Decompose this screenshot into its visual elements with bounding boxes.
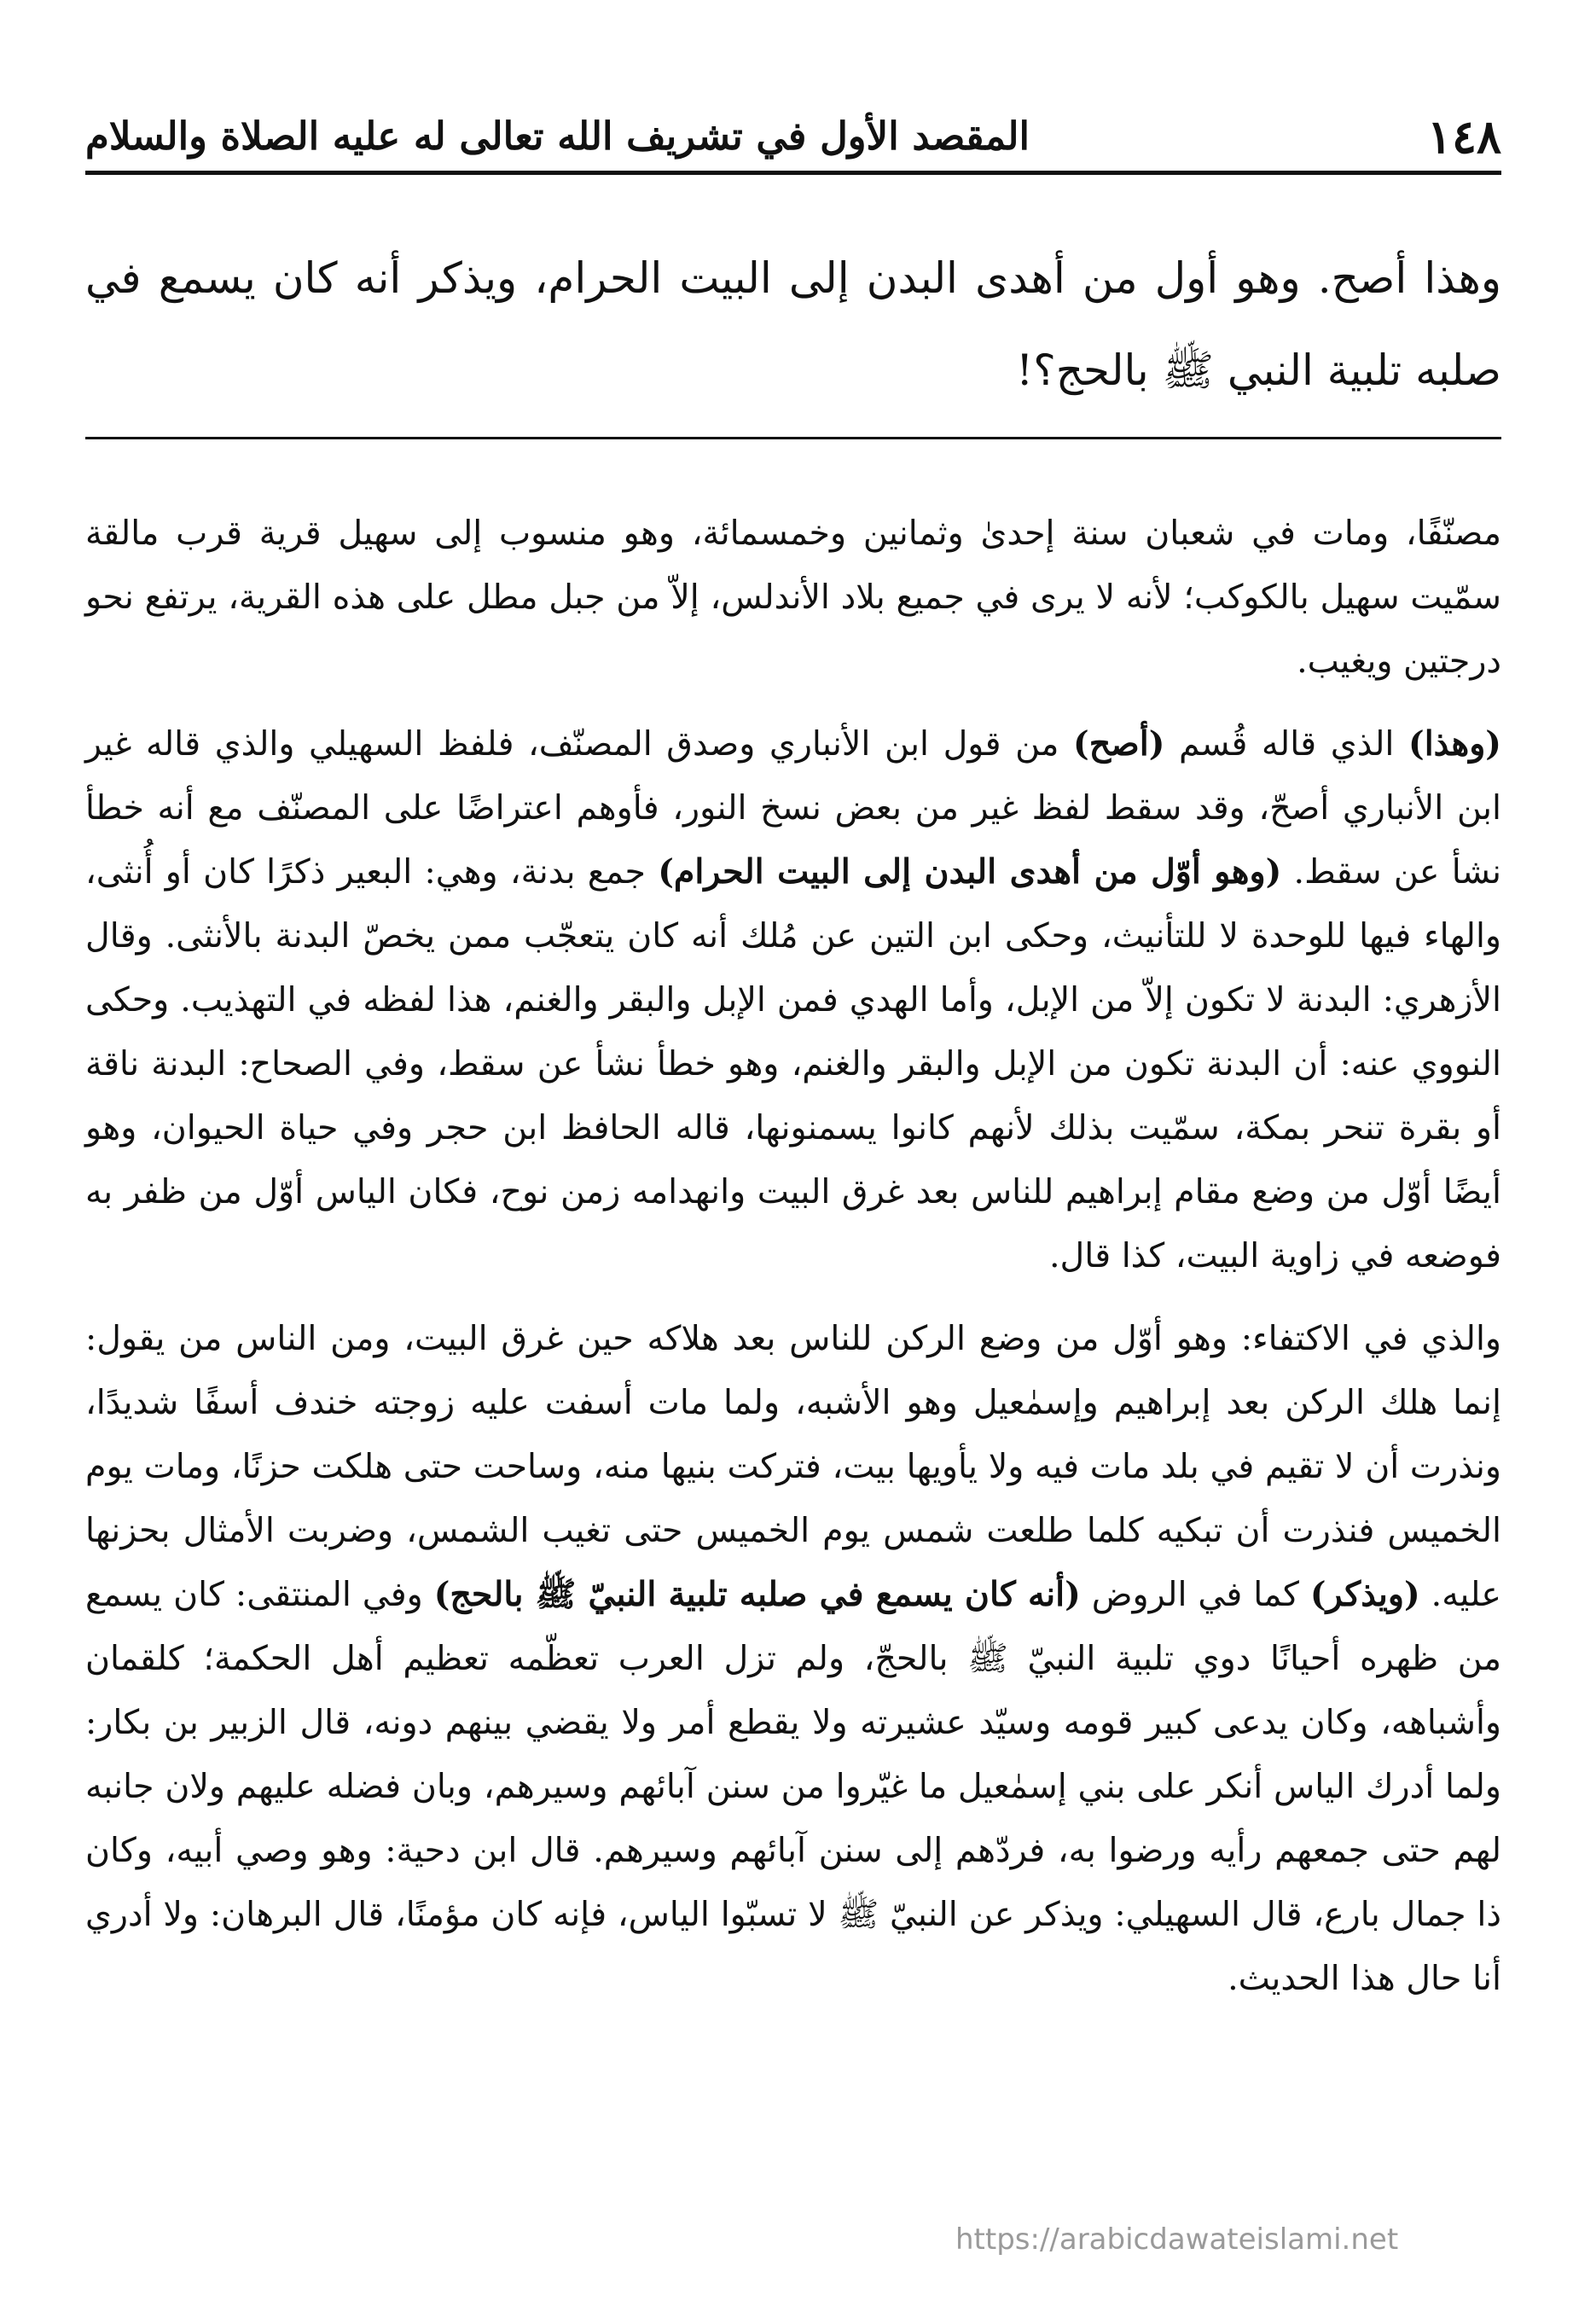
commentary-text: الذي قاله قُسم: [1164, 724, 1408, 764]
commentary-text: كما في الروض: [1080, 1575, 1310, 1614]
commentary-text: جمع بدنة، وهي: البعير ذكرًا كان أو أُنثى، والهاء فيها للوحدة لا للتأنيث، وحكى ابن التين عن مُلك أنه كان يتعجّب ممن يخصّ البدنة بالأنثى. وقال الأزهري: البدنة لا تكون إلاّ من الإبل، وأما الهدي فمن الإبل والبقر والغنم، هذا لفظه في التهذيب. وحكى النووي عنه: أن البدنة تكون من الإبل والبقر والغنم، وهو خطأ نشأ عن سقط، وفي الصحاح: البدنة ناقة أو بقرة تنحر بمكة، سمّيت بذلك لأنهم كانوا يسمنونها، قاله الحافظ ابن حجر وفي حياة الحيوان، وهو أيضًا أوّل من وضع مقام إبراهيم للناس بعد غرق البيت وانهدامه زمن نوح، فكان الياس أوّل من ظفر به فوضعه في زاوية البيت، كذا قال.: [85, 852, 1501, 1275]
commentary-paragraph-3: [85, 1307, 1501, 2011]
running-title: المقصد الأول في تشريف الله تعالى له عليه الصلاة والسلام: [85, 113, 1030, 159]
commentary: [85, 502, 1501, 2030]
commentary-paragraph-1: مصنّفًا، ومات في شعبان سنة إحدىٰ وثمانين وخمسمائة، وهو منسوب إلى سهيل قرية قرب مالقة سمّيت سهيل بالكوكب؛ لأنه لا يرى في جميع بلاد الأندلس، إلاّ من جبل مطل على هذه القرية، يرتفع نحو درجتين ويغيب.: [85, 514, 1501, 681]
quoted-phrase: (وهو أوّل من أهدى البدن إلى البيت الحرام): [658, 852, 1282, 892]
commentary-text: وفي المنتقى: كان يسمع من ظهره أحيانًا دوي تلبية النبيّ ﷺ بالحجّ، ولم تزل العرب تعظّمه تعظيم أهل الحكمة؛ كلقمان وأشباهه، وكان يدعى كبير قومه وسيّد عشيرته ولا يقطع أمر ولا يقضي بينهم دونه، قال الزبير بن بكار: ولما أدرك الياس أنكر على بني إسمٰعيل ما غيّروا من سنن آبائهم وسيرهم، وبان فضله عليهم ولان جانبه لهم حتى جمعهم رأيه ورضوا به، فردّهم إلى سنن آبائهم وسيرهم. قال ابن دحية: وهو وصي أبيه، وكان ذا جمال بارع، قال السهيلي: ويذكر عن النبيّ ﷺ لا تسبّوا الياس، فإنه كان مؤمنًا، قال البرهان: ولا أدري أنا حال هذا الحديث.: [85, 1575, 1501, 1998]
footnote-divider: [85, 437, 1501, 439]
quoted-phrase: (وهذا): [1408, 724, 1501, 764]
header-rule: [85, 171, 1501, 175]
commentary-text: والذي في الاكتفاء: وهو أوّل من وضع الركن للناس بعد هلاكه حين غرق البيت، ومن الناس من يقول: إنما هلك الركن بعد إبراهيم وإسمٰعيل وهو الأشبه، ولما مات أسفت عليه زوجته خندف أسفًا شديدًا، ونذرت أن لا تقيم في بلد مات فيه ولا يأويها بيت، فتركت بنيها منه، وساحت حتى هلكت حزنًا، ومات يوم الخميس فنذرت أن تبكيه كلما طلعت شمس يوم الخميس حتى تغيب الشمس، وضربت الأمثال بحزنها عليه.: [85, 1319, 1501, 1614]
page-number: ١٤٨: [1426, 109, 1501, 164]
main-text: وهذا أصح. وهو أول من أهدى البدن إلى البيت الحرام، ويذكر أنه كان يسمع في صلبه تلبية النبي ﷺ بالحج؟!: [85, 253, 1501, 395]
quoted-phrase: (أنه كان يسمع في صلبه تلبية النبيّ ﷺ بالحج): [433, 1575, 1081, 1614]
page-header: [85, 107, 1501, 166]
quoted-phrase: (أصح): [1073, 724, 1165, 764]
quoted-phrase: (ويذكر): [1309, 1575, 1420, 1614]
commentary-paragraph-2: [85, 712, 1501, 1288]
commentary-text: من قول ابن الأنباري وصدق المصنّف، فلفظ السهيلي والذي قاله غير ابن الأنباري أصحّ، وقد سقط لفظ غير من بعض نسخ النور، فأوهم اعتراضًا على المصنّف مع أنه خطأ نشأ عن سقط.: [85, 724, 1501, 892]
watermark-url: https://arabicdawateislami.net: [955, 2222, 1399, 2257]
